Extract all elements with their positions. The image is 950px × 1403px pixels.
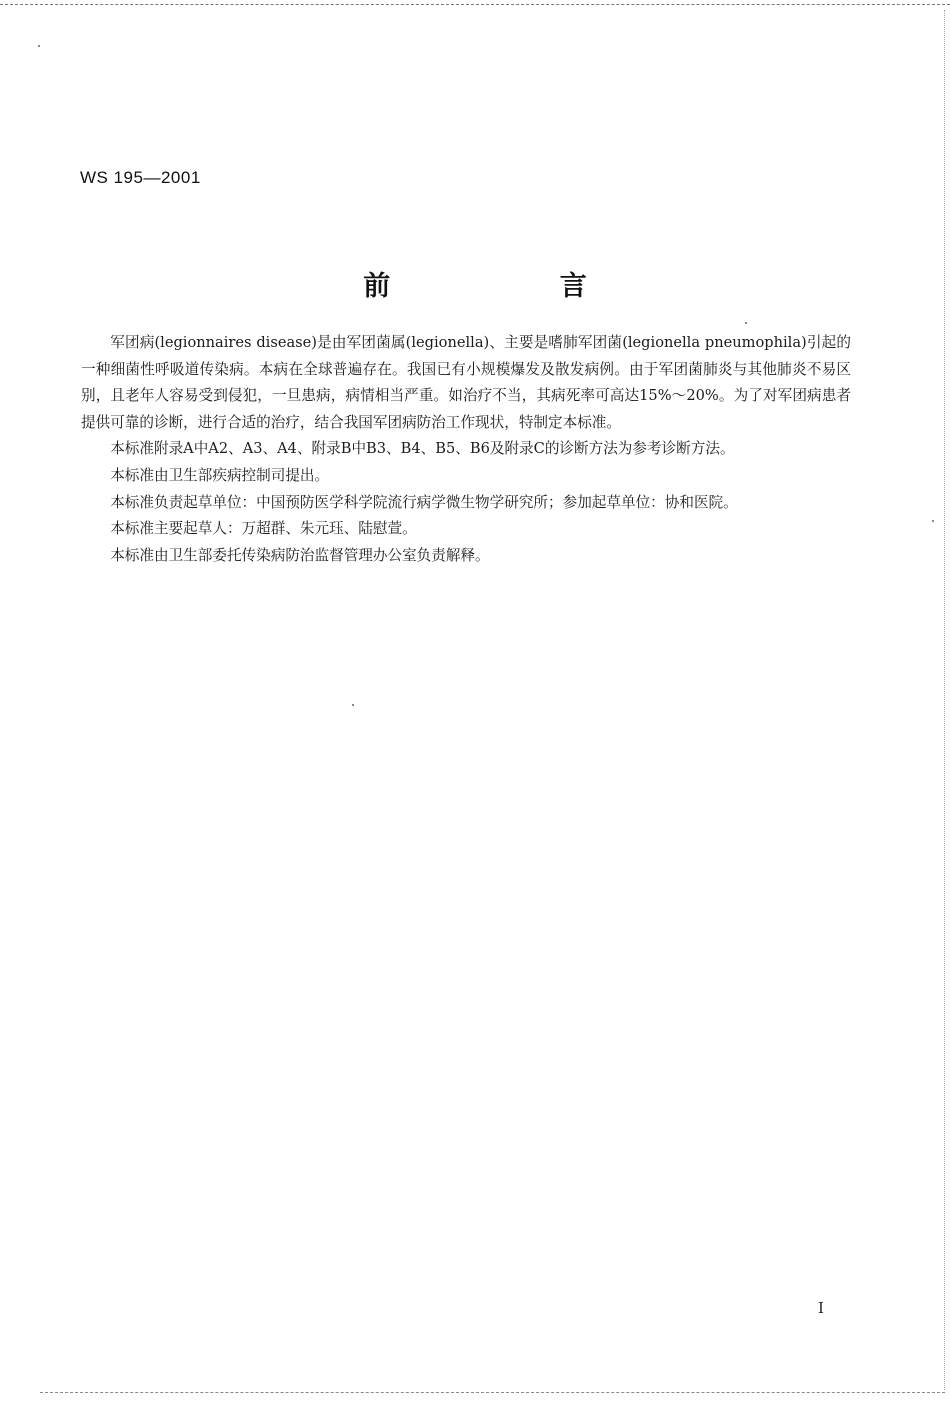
paragraph-drafting-units: 本标准负责起草单位：中国预防医学科学院流行病学微生物学研究所；参加起草单位：协和医院。 <box>110 493 738 511</box>
page-number: I <box>818 1299 824 1317</box>
scan-speck <box>745 322 747 324</box>
paragraph-drafters: 本标准主要起草人：万超群、朱元珏、陆慰萱。 <box>110 520 417 538</box>
scan-edge-top <box>0 0 950 5</box>
paragraph-interpretation: 本标准由卫生部委托传染病防治监督管理办公室负责解释。 <box>110 546 490 564</box>
paragraph-appendix-methods: 本标准附录A中A2、A3、A4、附录B中B3、B4、B5、B6及附录C的诊断方法为参考诊断方法。 <box>110 440 735 458</box>
scan-edge-right <box>944 10 946 1390</box>
page-title: 前 言 <box>363 271 667 302</box>
standard-code: WS 195—2001 <box>80 168 201 187</box>
scan-speck <box>932 520 934 522</box>
paragraph-proposer: 本标准由卫生部疾病控制司提出。 <box>110 466 330 484</box>
paragraph-intro: 军团病(legionnaires disease)是由军团菌属(legionella)、主要是嗜肺军团菌(legionella pneumophila)引起的一种细菌性呼吸道传染病。本病在全球普遍存在。我国已有小规模爆发及散发病例。由于军团菌肺炎与其他肺炎不易区别，且老年人容易受到侵犯，一旦患病，病情相当严重。如治疗不当，其病死率可高达15%～20%。为了对军团病患者提供可靠的诊断，进行合适的治疗，结合我国军团病防治工作现状，特制定本标准。 <box>81 334 851 431</box>
foreword-body <box>81 330 851 569</box>
scan-speck <box>38 45 40 47</box>
scan-edge-bottom <box>40 1392 945 1395</box>
scan-speck <box>352 704 354 706</box>
